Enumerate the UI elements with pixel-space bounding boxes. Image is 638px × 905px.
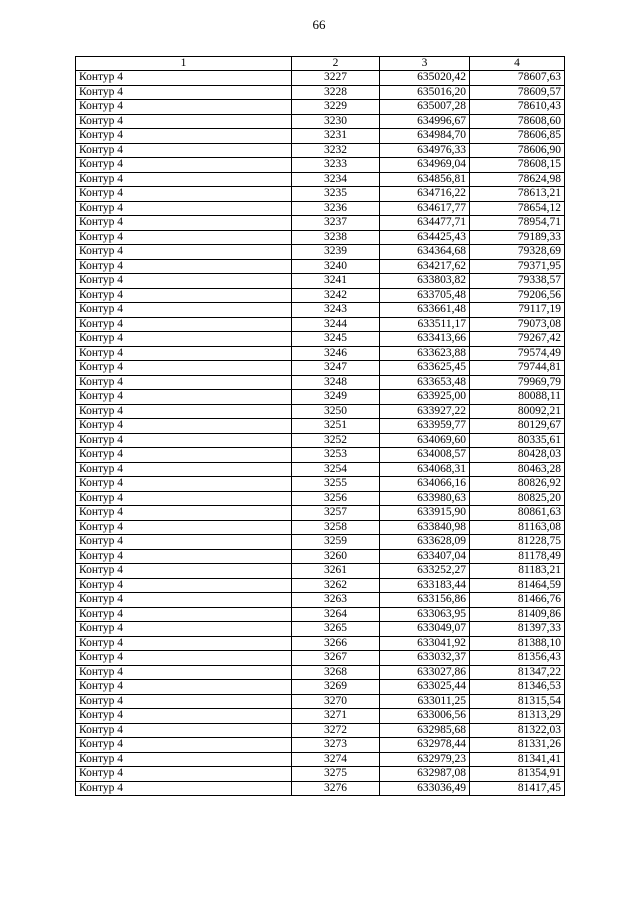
point-number-cell: 3255 [292, 477, 380, 492]
y-coordinate-cell: 81397,33 [470, 622, 565, 637]
header-row [76, 57, 565, 71]
table-row [76, 230, 565, 245]
contour-name-cell: Контур 4 [76, 781, 292, 796]
contour-name-cell: Контур 4 [76, 404, 292, 419]
y-coordinate-cell: 79189,33 [470, 230, 565, 245]
contour-name-cell: Контур 4 [76, 593, 292, 608]
table-row [76, 462, 565, 477]
y-coordinate-cell: 81354,91 [470, 767, 565, 782]
x-coordinate-cell: 633705,48 [380, 288, 470, 303]
contour-name-cell: Контур 4 [76, 535, 292, 550]
contour-name-cell: Контур 4 [76, 767, 292, 782]
point-number-cell: 3244 [292, 317, 380, 332]
x-coordinate-cell: 633025,44 [380, 680, 470, 695]
table-row [76, 520, 565, 535]
contour-name-cell: Контур 4 [76, 520, 292, 535]
table-row [76, 259, 565, 274]
table-row [76, 274, 565, 289]
point-number-cell: 3230 [292, 114, 380, 129]
x-coordinate-cell: 634069,60 [380, 433, 470, 448]
y-coordinate-cell: 79206,56 [470, 288, 565, 303]
x-coordinate-cell: 634217,62 [380, 259, 470, 274]
table-row [76, 201, 565, 216]
table-row [76, 477, 565, 492]
table-row [76, 564, 565, 579]
x-coordinate-cell: 634716,22 [380, 187, 470, 202]
x-coordinate-cell: 633840,98 [380, 520, 470, 535]
table-row [76, 738, 565, 753]
x-coordinate-cell: 632987,08 [380, 767, 470, 782]
contour-name-cell: Контур 4 [76, 303, 292, 318]
y-coordinate-cell: 80463,28 [470, 462, 565, 477]
point-number-cell: 3254 [292, 462, 380, 477]
point-number-cell: 3264 [292, 607, 380, 622]
y-coordinate-cell: 78606,90 [470, 143, 565, 158]
y-coordinate-cell: 81315,54 [470, 694, 565, 709]
y-coordinate-cell: 80428,03 [470, 448, 565, 463]
table-row [76, 491, 565, 506]
x-coordinate-cell: 634976,33 [380, 143, 470, 158]
y-coordinate-cell: 81417,45 [470, 781, 565, 796]
table-row [76, 172, 565, 187]
coordinates-table [75, 56, 565, 796]
contour-name-cell: Контур 4 [76, 419, 292, 434]
y-coordinate-cell: 79073,08 [470, 317, 565, 332]
table-row [76, 288, 565, 303]
x-coordinate-cell: 633027,86 [380, 665, 470, 680]
x-coordinate-cell: 633980,63 [380, 491, 470, 506]
page-number: 66 [312, 17, 326, 32]
point-number-cell: 3256 [292, 491, 380, 506]
contour-name-cell: Контур 4 [76, 317, 292, 332]
point-number-cell: 3259 [292, 535, 380, 550]
column-header-3: 3 [380, 57, 470, 71]
contour-name-cell: Контур 4 [76, 361, 292, 376]
table-row [76, 143, 565, 158]
x-coordinate-cell: 633049,07 [380, 622, 470, 637]
y-coordinate-cell: 80826,92 [470, 477, 565, 492]
point-number-cell: 3271 [292, 709, 380, 724]
point-number-cell: 3243 [292, 303, 380, 318]
table-row [76, 85, 565, 100]
contour-name-cell: Контур 4 [76, 578, 292, 593]
contour-name-cell: Контур 4 [76, 114, 292, 129]
contour-name-cell: Контур 4 [76, 129, 292, 144]
point-number-cell: 3253 [292, 448, 380, 463]
point-number-cell: 3234 [292, 172, 380, 187]
point-number-cell: 3228 [292, 85, 380, 100]
x-coordinate-cell: 635007,28 [380, 100, 470, 115]
point-number-cell: 3269 [292, 680, 380, 695]
point-number-cell: 3257 [292, 506, 380, 521]
table-row [76, 114, 565, 129]
contour-name-cell: Контур 4 [76, 607, 292, 622]
y-coordinate-cell: 81388,10 [470, 636, 565, 651]
x-coordinate-cell: 634008,57 [380, 448, 470, 463]
x-coordinate-cell: 632985,68 [380, 723, 470, 738]
x-coordinate-cell: 634477,71 [380, 216, 470, 231]
y-coordinate-cell: 81356,43 [470, 651, 565, 666]
contour-name-cell: Контур 4 [76, 622, 292, 637]
x-coordinate-cell: 633915,90 [380, 506, 470, 521]
contour-name-cell: Контур 4 [76, 71, 292, 86]
point-number-cell: 3261 [292, 564, 380, 579]
point-number-cell: 3237 [292, 216, 380, 231]
table-row [76, 549, 565, 564]
contour-name-cell: Контур 4 [76, 230, 292, 245]
table-row [76, 361, 565, 376]
point-number-cell: 3227 [292, 71, 380, 86]
x-coordinate-cell: 635020,42 [380, 71, 470, 86]
contour-name-cell: Контур 4 [76, 100, 292, 115]
point-number-cell: 3258 [292, 520, 380, 535]
table-row [76, 317, 565, 332]
contour-name-cell: Контур 4 [76, 433, 292, 448]
y-coordinate-cell: 78654,12 [470, 201, 565, 216]
x-coordinate-cell: 633925,00 [380, 390, 470, 405]
contour-name-cell: Контур 4 [76, 709, 292, 724]
y-coordinate-cell: 79328,69 [470, 245, 565, 260]
contour-name-cell: Контур 4 [76, 346, 292, 361]
contour-name-cell: Контур 4 [76, 259, 292, 274]
x-coordinate-cell: 634996,67 [380, 114, 470, 129]
x-coordinate-cell: 633628,09 [380, 535, 470, 550]
x-coordinate-cell: 633653,48 [380, 375, 470, 390]
y-coordinate-cell: 81228,75 [470, 535, 565, 550]
point-number-cell: 3260 [292, 549, 380, 564]
y-coordinate-cell: 81466,76 [470, 593, 565, 608]
point-number-cell: 3231 [292, 129, 380, 144]
x-coordinate-cell: 633959,77 [380, 419, 470, 434]
y-coordinate-cell: 81313,29 [470, 709, 565, 724]
y-coordinate-cell: 78607,63 [470, 71, 565, 86]
y-coordinate-cell: 80129,67 [470, 419, 565, 434]
y-coordinate-cell: 78624,98 [470, 172, 565, 187]
contour-name-cell: Контур 4 [76, 288, 292, 303]
y-coordinate-cell: 80088,11 [470, 390, 565, 405]
x-coordinate-cell: 633032,37 [380, 651, 470, 666]
contour-name-cell: Контур 4 [76, 723, 292, 738]
point-number-cell: 3273 [292, 738, 380, 753]
y-coordinate-cell: 81347,22 [470, 665, 565, 680]
x-coordinate-cell: 633252,27 [380, 564, 470, 579]
x-coordinate-cell: 634984,70 [380, 129, 470, 144]
point-number-cell: 3248 [292, 375, 380, 390]
table-row [76, 752, 565, 767]
y-coordinate-cell: 81322,03 [470, 723, 565, 738]
y-coordinate-cell: 78609,57 [470, 85, 565, 100]
table-row [76, 680, 565, 695]
x-coordinate-cell: 633803,82 [380, 274, 470, 289]
point-number-cell: 3246 [292, 346, 380, 361]
contour-name-cell: Контур 4 [76, 172, 292, 187]
contour-name-cell: Контур 4 [76, 274, 292, 289]
point-number-cell: 3272 [292, 723, 380, 738]
point-number-cell: 3268 [292, 665, 380, 680]
table-row [76, 448, 565, 463]
point-number-cell: 3251 [292, 419, 380, 434]
point-number-cell: 3270 [292, 694, 380, 709]
contour-name-cell: Контур 4 [76, 506, 292, 521]
table-row [76, 694, 565, 709]
contour-name-cell: Контур 4 [76, 462, 292, 477]
point-number-cell: 3232 [292, 143, 380, 158]
contour-name-cell: Контур 4 [76, 738, 292, 753]
table-row [76, 216, 565, 231]
point-number-cell: 3241 [292, 274, 380, 289]
y-coordinate-cell: 79371,95 [470, 259, 565, 274]
y-coordinate-cell: 80092,21 [470, 404, 565, 419]
x-coordinate-cell: 634068,31 [380, 462, 470, 477]
table-row [76, 723, 565, 738]
x-coordinate-cell: 633511,17 [380, 317, 470, 332]
x-coordinate-cell: 634364,68 [380, 245, 470, 260]
contour-name-cell: Контур 4 [76, 187, 292, 202]
x-coordinate-cell: 633006,56 [380, 709, 470, 724]
table-body [76, 71, 565, 796]
y-coordinate-cell: 79117,19 [470, 303, 565, 318]
x-coordinate-cell: 634969,04 [380, 158, 470, 173]
table-row [76, 709, 565, 724]
y-coordinate-cell: 78613,21 [470, 187, 565, 202]
contour-name-cell: Контур 4 [76, 680, 292, 695]
table-row [76, 158, 565, 173]
point-number-cell: 3245 [292, 332, 380, 347]
point-number-cell: 3233 [292, 158, 380, 173]
y-coordinate-cell: 81178,49 [470, 549, 565, 564]
x-coordinate-cell: 633623,88 [380, 346, 470, 361]
y-coordinate-cell: 81331,26 [470, 738, 565, 753]
point-number-cell: 3276 [292, 781, 380, 796]
point-number-cell: 3275 [292, 767, 380, 782]
x-coordinate-cell: 633036,49 [380, 781, 470, 796]
x-coordinate-cell: 633041,92 [380, 636, 470, 651]
table-row [76, 419, 565, 434]
x-coordinate-cell: 633413,66 [380, 332, 470, 347]
x-coordinate-cell: 633407,04 [380, 549, 470, 564]
y-coordinate-cell: 81183,21 [470, 564, 565, 579]
contour-name-cell: Контур 4 [76, 143, 292, 158]
y-coordinate-cell: 81464,59 [470, 578, 565, 593]
y-coordinate-cell: 78954,71 [470, 216, 565, 231]
contour-name-cell: Контур 4 [76, 375, 292, 390]
table-row [76, 607, 565, 622]
point-number-cell: 3265 [292, 622, 380, 637]
x-coordinate-cell: 632979,23 [380, 752, 470, 767]
y-coordinate-cell: 81409,86 [470, 607, 565, 622]
point-number-cell: 3238 [292, 230, 380, 245]
table-row [76, 636, 565, 651]
y-coordinate-cell: 80861,63 [470, 506, 565, 521]
x-coordinate-cell: 632978,44 [380, 738, 470, 753]
table-row [76, 665, 565, 680]
y-coordinate-cell: 79969,79 [470, 375, 565, 390]
contour-name-cell: Контур 4 [76, 201, 292, 216]
point-number-cell: 3242 [292, 288, 380, 303]
y-coordinate-cell: 79267,42 [470, 332, 565, 347]
contour-name-cell: Контур 4 [76, 448, 292, 463]
y-coordinate-cell: 78608,15 [470, 158, 565, 173]
y-coordinate-cell: 79574,49 [470, 346, 565, 361]
x-coordinate-cell: 633011,25 [380, 694, 470, 709]
table-row [76, 535, 565, 550]
x-coordinate-cell: 634856,81 [380, 172, 470, 187]
contour-name-cell: Контур 4 [76, 651, 292, 666]
contour-name-cell: Контур 4 [76, 332, 292, 347]
y-coordinate-cell: 78606,85 [470, 129, 565, 144]
column-header-4: 4 [470, 57, 565, 71]
point-number-cell: 3266 [292, 636, 380, 651]
contour-name-cell: Контур 4 [76, 665, 292, 680]
contour-name-cell: Контур 4 [76, 636, 292, 651]
contour-name-cell: Контур 4 [76, 216, 292, 231]
column-header-1: 1 [76, 57, 292, 71]
y-coordinate-cell: 81341,41 [470, 752, 565, 767]
x-coordinate-cell: 633183,44 [380, 578, 470, 593]
column-header-2: 2 [292, 57, 380, 71]
x-coordinate-cell: 635016,20 [380, 85, 470, 100]
point-number-cell: 3239 [292, 245, 380, 260]
table-row [76, 71, 565, 86]
x-coordinate-cell: 634425,43 [380, 230, 470, 245]
point-number-cell: 3267 [292, 651, 380, 666]
x-coordinate-cell: 633927,22 [380, 404, 470, 419]
point-number-cell: 3236 [292, 201, 380, 216]
y-coordinate-cell: 80335,61 [470, 433, 565, 448]
y-coordinate-cell: 80825,20 [470, 491, 565, 506]
x-coordinate-cell: 634617,77 [380, 201, 470, 216]
y-coordinate-cell: 79338,57 [470, 274, 565, 289]
point-number-cell: 3274 [292, 752, 380, 767]
table-row [76, 622, 565, 637]
table-row [76, 506, 565, 521]
table-row [76, 303, 565, 318]
y-coordinate-cell: 79744,81 [470, 361, 565, 376]
point-number-cell: 3247 [292, 361, 380, 376]
table-row [76, 404, 565, 419]
x-coordinate-cell: 633661,48 [380, 303, 470, 318]
table-row [76, 100, 565, 115]
point-number-cell: 3235 [292, 187, 380, 202]
y-coordinate-cell: 78610,43 [470, 100, 565, 115]
contour-name-cell: Контур 4 [76, 245, 292, 260]
point-number-cell: 3240 [292, 259, 380, 274]
point-number-cell: 3229 [292, 100, 380, 115]
table-row [76, 651, 565, 666]
contour-name-cell: Контур 4 [76, 549, 292, 564]
table-row [76, 129, 565, 144]
contour-name-cell: Контур 4 [76, 694, 292, 709]
contour-name-cell: Контур 4 [76, 491, 292, 506]
x-coordinate-cell: 634066,16 [380, 477, 470, 492]
table-row [76, 593, 565, 608]
contour-name-cell: Контур 4 [76, 752, 292, 767]
table-row [76, 332, 565, 347]
table-row [76, 187, 565, 202]
table-row [76, 767, 565, 782]
point-number-cell: 3263 [292, 593, 380, 608]
x-coordinate-cell: 633156,86 [380, 593, 470, 608]
table-row [76, 390, 565, 405]
x-coordinate-cell: 633625,45 [380, 361, 470, 376]
point-number-cell: 3250 [292, 404, 380, 419]
x-coordinate-cell: 633063,95 [380, 607, 470, 622]
point-number-cell: 3262 [292, 578, 380, 593]
y-coordinate-cell: 78608,60 [470, 114, 565, 129]
table-row [76, 781, 565, 796]
contour-name-cell: Контур 4 [76, 85, 292, 100]
point-number-cell: 3249 [292, 390, 380, 405]
y-coordinate-cell: 81346,53 [470, 680, 565, 695]
contour-name-cell: Контур 4 [76, 158, 292, 173]
contour-name-cell: Контур 4 [76, 564, 292, 579]
contour-name-cell: Контур 4 [76, 390, 292, 405]
table-row [76, 245, 565, 260]
table-row [76, 375, 565, 390]
table-row [76, 346, 565, 361]
table-row [76, 578, 565, 593]
y-coordinate-cell: 81163,08 [470, 520, 565, 535]
contour-name-cell: Контур 4 [76, 477, 292, 492]
point-number-cell: 3252 [292, 433, 380, 448]
table-row [76, 433, 565, 448]
